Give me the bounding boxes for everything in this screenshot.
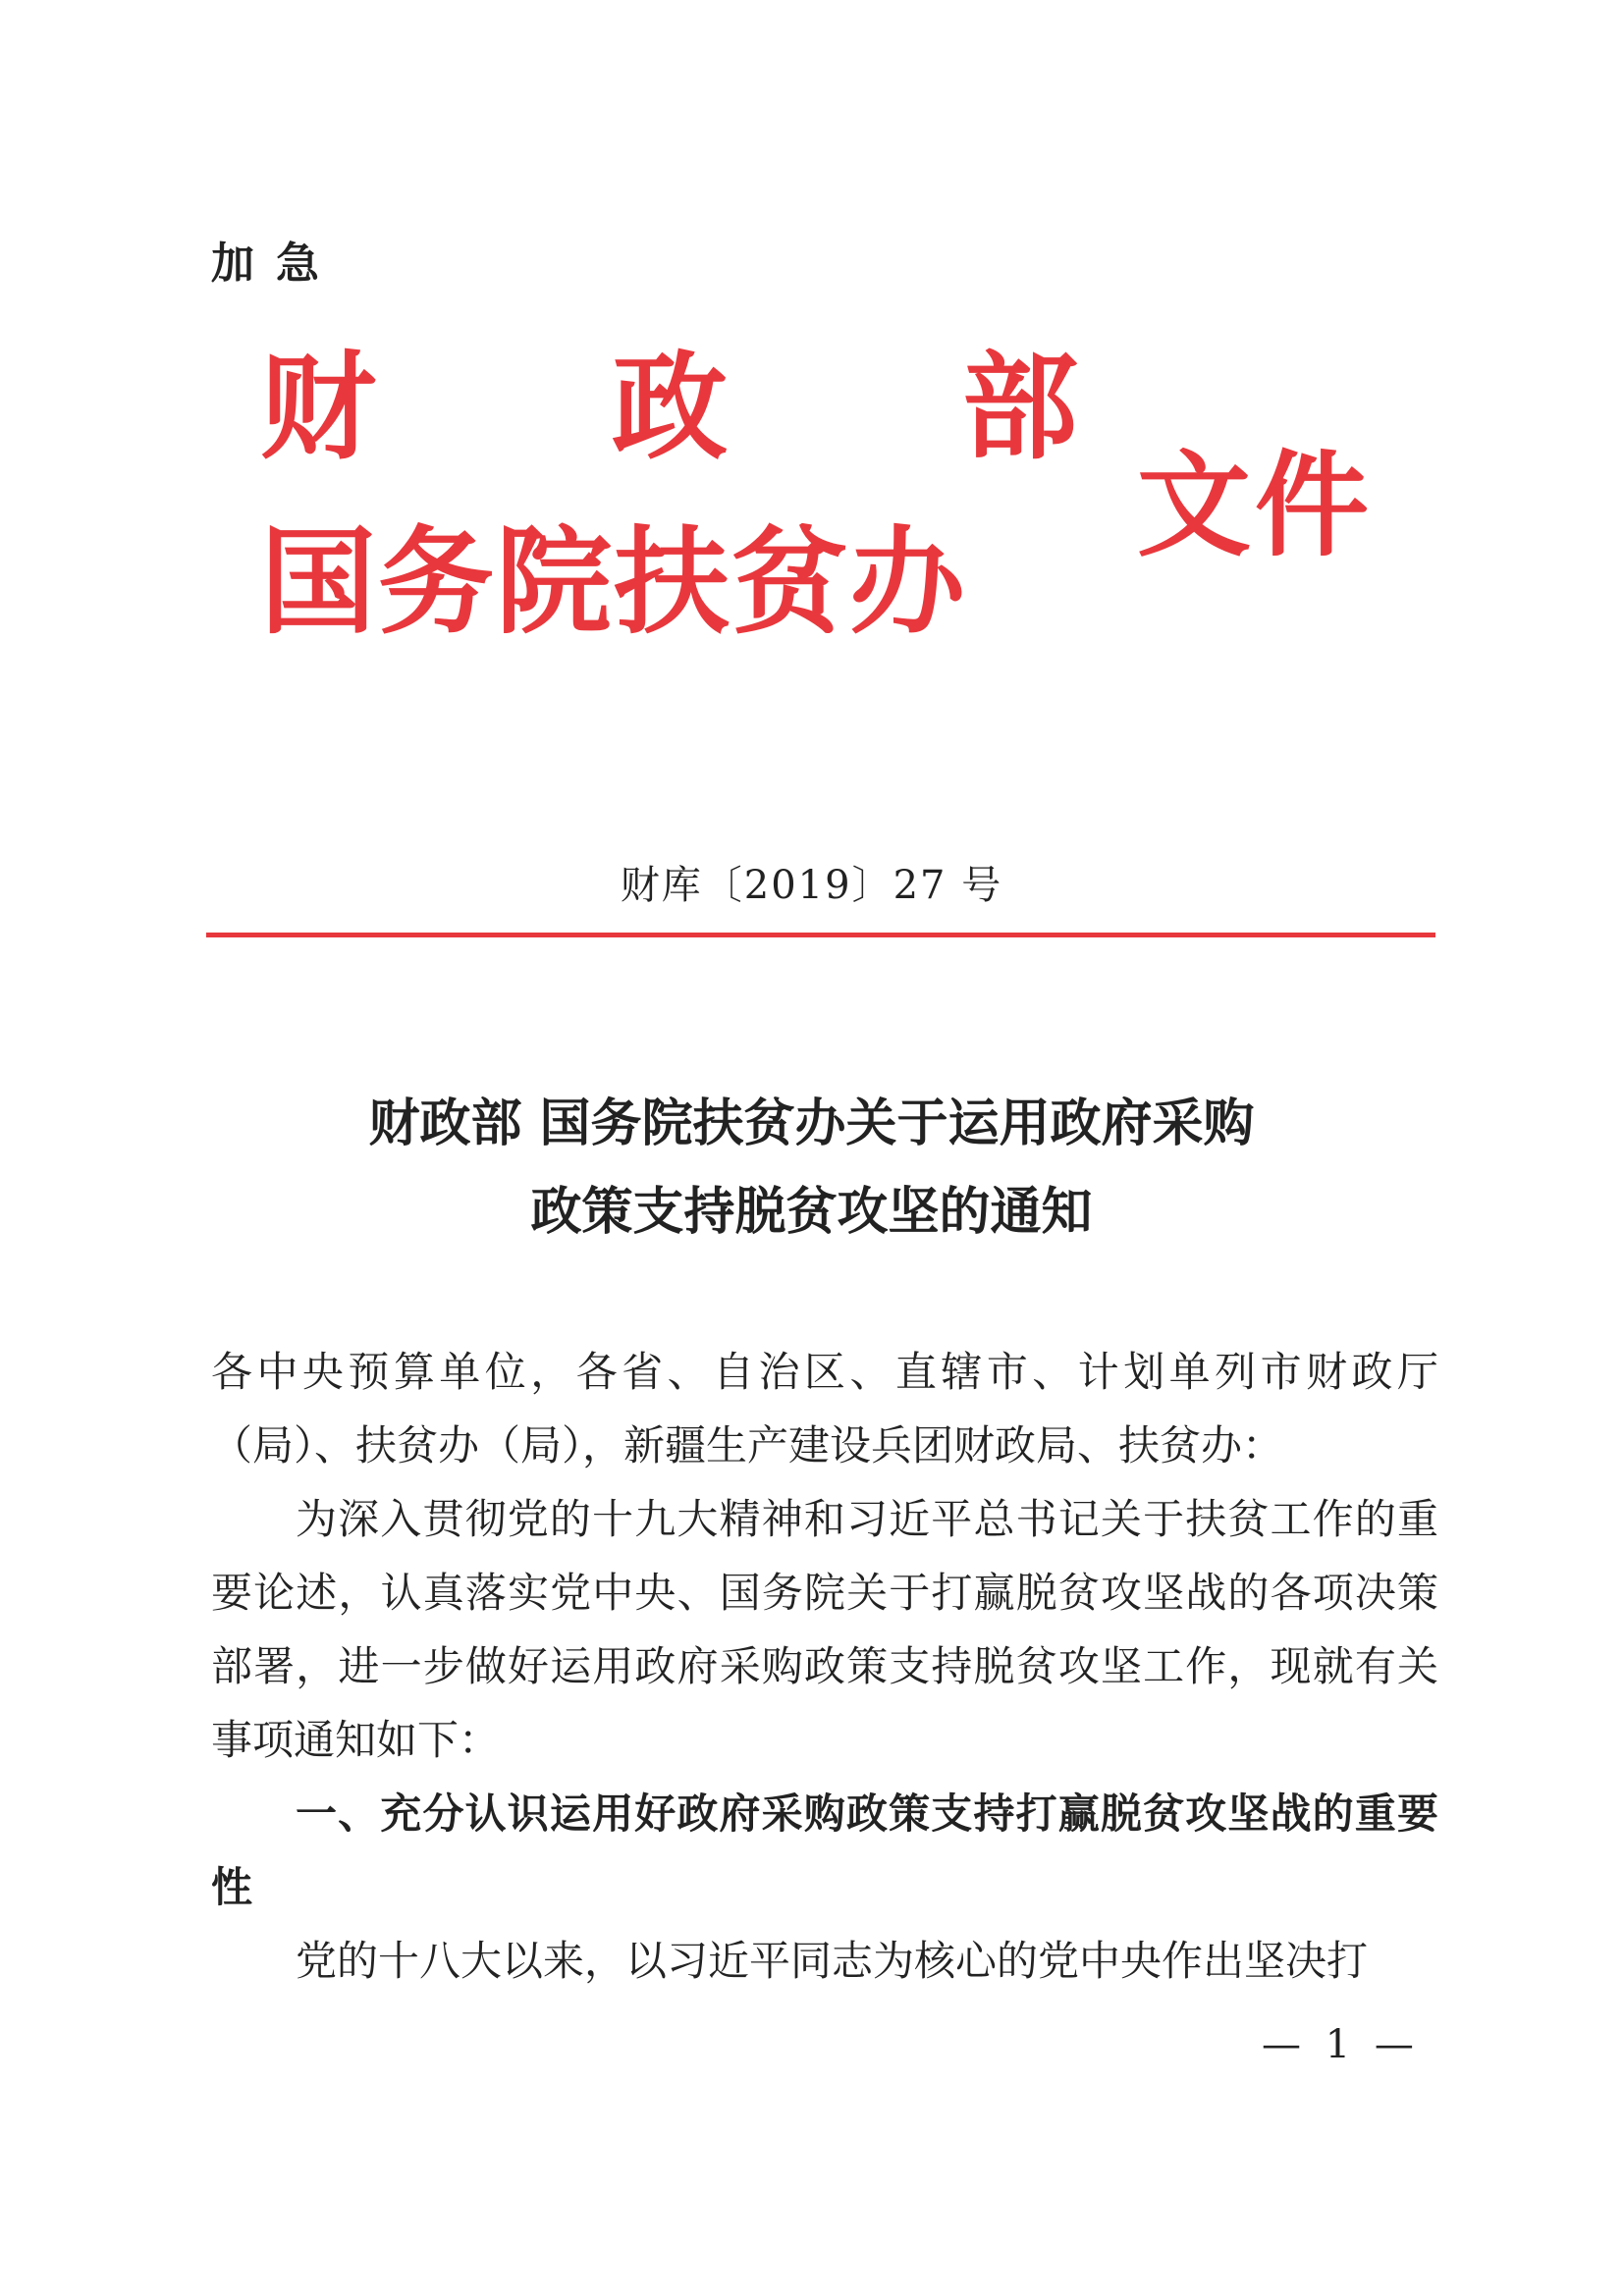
document-body — [211, 1335, 1438, 1998]
section-1-paragraph: 党的十八大以来，以习近平同志为核心的党中央作出坚决打 — [296, 1937, 1369, 1985]
page-number: — 1 — — [1262, 2022, 1420, 2067]
document-type: 文件 — [1137, 439, 1373, 572]
document-number: 财库〔2019〕27 号 — [620, 863, 1003, 908]
title-line-2: 政策支持脱贫攻坚的通知 — [530, 1183, 1093, 1242]
issuer-poverty-alleviation-office: 国务院扶贫办 — [260, 513, 968, 650]
issuer-char: 财 — [260, 339, 377, 475]
intro-paragraph: 为深入贯彻党的十九大精神和习近平总书记关于扶贫工作的重要论述，认真落实党中央、国务院关于打赢脱贫攻坚战的各项决策部署，进一步做好运用政府采购政策支持脱贫攻坚工作，现就有关事项通知如下： — [211, 1495, 1438, 1764]
issuer-char: 部 — [962, 339, 1079, 475]
section-1-heading: 一、充分认识运用好政府采购政策支持打赢脱贫攻坚战的重要性 — [211, 1789, 1438, 1911]
red-separator-line — [206, 933, 1435, 937]
document-title — [0, 1080, 1623, 1256]
recipients-paragraph: 各中央预算单位，各省、自治区、直辖市、计划单列市财政厅（局）、扶贫办（局），新疆生产建设兵团财政局、扶贫办： — [211, 1348, 1438, 1469]
title-line-1: 财政部 国务院扶贫办关于运用政府采购 — [368, 1095, 1255, 1153]
urgency-mark: 加急 — [211, 239, 341, 289]
issuer-char: 政 — [612, 339, 729, 475]
